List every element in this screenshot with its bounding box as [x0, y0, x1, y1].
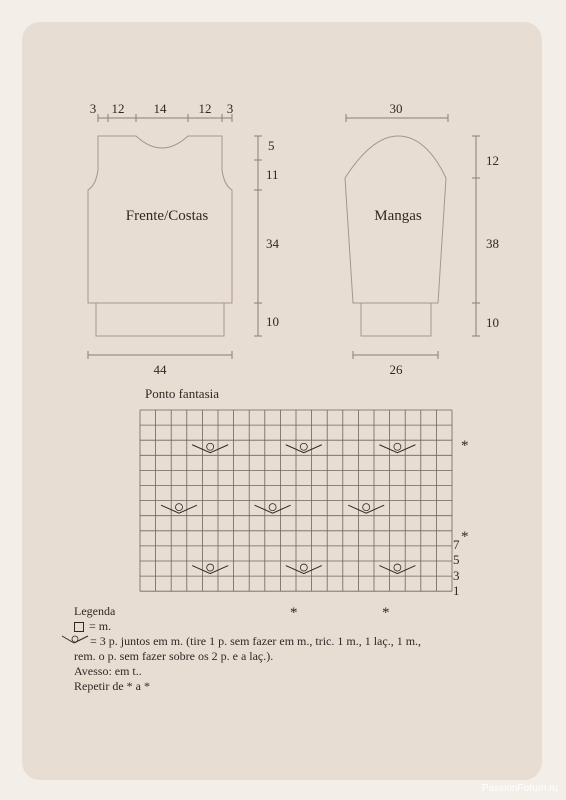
dim-side-1: 5	[268, 138, 275, 153]
front-back-side-dimension	[254, 136, 280, 336]
sleeve-dim-bottom: 26	[389, 362, 403, 377]
front-back-piece	[88, 101, 280, 377]
row-number-1: 1	[453, 583, 460, 598]
dim-side-4: 10	[266, 314, 279, 329]
dim-top-3: 14	[153, 101, 167, 116]
watermark-text: PassionForum.ru	[481, 783, 558, 794]
row-number-7: 7	[453, 537, 460, 552]
stitch-chart-grid	[140, 410, 452, 591]
legend-line-2: rem. o p. sem fazer sobre os 2 p. e a laç.).	[74, 649, 274, 663]
legend-square-icon	[74, 622, 84, 632]
decrease-stitch-symbol	[161, 504, 197, 514]
decrease-stitch-symbol	[286, 443, 322, 453]
sleeve-side-dimension	[472, 136, 499, 336]
sleeve-dim-side-2: 38	[486, 236, 499, 251]
asterisk-bottom-left: *	[290, 605, 298, 621]
dim-top-5: 3	[226, 101, 234, 116]
sleeve-ribbing	[361, 303, 431, 336]
decrease-stitch-symbol	[379, 564, 415, 574]
asterisk-bottom-right: *	[382, 605, 390, 621]
decrease-stitch-symbol	[379, 443, 415, 453]
dim-side-3: 34	[266, 236, 279, 251]
decrease-stitch-symbol	[286, 564, 322, 574]
legend-line-3: Avesso: em t..	[74, 664, 142, 678]
asterisk-middle: *	[461, 529, 469, 545]
legend-square-row	[74, 619, 111, 634]
decrease-stitch-symbol	[255, 504, 291, 514]
front-back-bottom-dimension	[88, 351, 232, 377]
dim-top-4: 12	[198, 101, 212, 116]
row-number-5: 5	[453, 552, 460, 567]
decrease-stitch-symbol	[348, 504, 384, 514]
dim-bottom: 44	[153, 362, 167, 377]
front-back-label: Frente/Costas	[125, 208, 209, 224]
legend-line-4: Repetir de * a *	[74, 679, 150, 693]
asterisk-top: *	[461, 438, 469, 454]
sleeve-dim-side-3: 10	[486, 315, 499, 330]
front-back-top-dimension	[90, 101, 234, 122]
legend-square-text: = m.	[89, 619, 112, 633]
sleeves-piece	[345, 101, 499, 377]
front-back-ribbing	[96, 303, 224, 336]
decrease-stitch-symbol	[192, 564, 228, 574]
legend-line-1: = 3 p. juntos em m. (tire 1 p. sem fazer em m., tric. 1 m., 1 laç., 1 m.,	[90, 634, 422, 648]
legend-decrease-symbol	[62, 636, 88, 643]
legend-title: Legenda	[74, 604, 116, 618]
dim-top-1: 3	[89, 101, 97, 116]
chart-title: Ponto fantasia	[145, 386, 220, 401]
sleeves-label: Mangas	[374, 208, 422, 224]
row-number-3: 3	[453, 568, 460, 583]
stitch-chart-symbols	[161, 443, 415, 573]
decrease-stitch-symbol	[192, 443, 228, 453]
sleeve-top-dimension	[346, 101, 448, 122]
dim-side-2: 11	[266, 167, 279, 182]
dim-top-2: 12	[111, 101, 125, 116]
sleeve-bottom-dimension	[353, 351, 438, 377]
sleeve-dim-top: 30	[389, 101, 403, 116]
sleeve-dim-side-1: 12	[486, 153, 499, 168]
